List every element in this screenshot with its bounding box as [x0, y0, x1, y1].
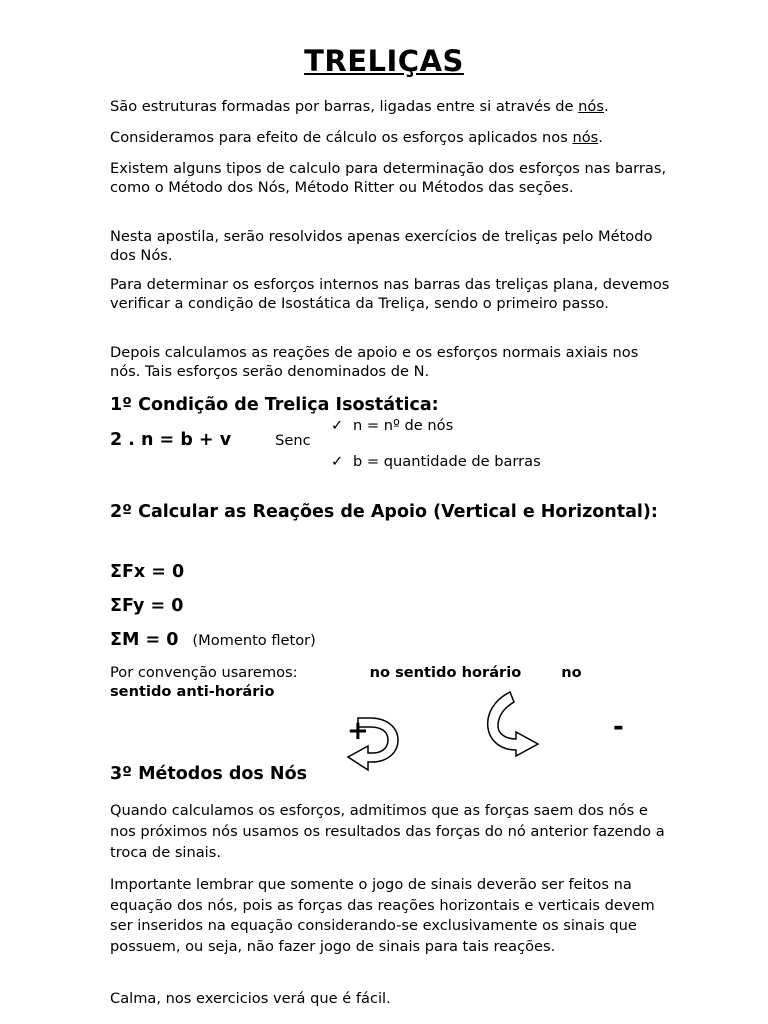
- paragraph-punctuation: .: [598, 129, 603, 146]
- paragraph-punctuation: .: [603, 98, 609, 115]
- counterclockwise-arrow-icon: [482, 690, 552, 760]
- checkmark-icon: ✓: [331, 453, 344, 470]
- paragraph-consideration: [110, 129, 670, 148]
- nos-underlined-text: nós: [572, 129, 599, 146]
- convention-no: no: [561, 664, 582, 681]
- paragraph-text: Consideramos para efeito de cálculo os esforços aplicados nos: [110, 129, 573, 146]
- section-heading-support-reactions: 2º Calcular as Reações de Apoio (Vertical e Horizontal):: [110, 502, 658, 522]
- checklist-text: n = nº de nós: [353, 417, 454, 434]
- convention-counterclockwise: sentido anti-horário: [110, 682, 275, 700]
- convention-lead: Por convenção usaremos:: [110, 664, 298, 681]
- checkmark-icon: ✓: [331, 417, 344, 434]
- isostatic-formula: [110, 430, 311, 450]
- paragraph-methods: Existem alguns tipos de calculo para determinação dos esforços nas barras, como o Método dos Nós, Método Ritter ou Métodos das seções.: [110, 160, 667, 196]
- nos-underlined-text: nós: [578, 98, 604, 115]
- paragraph-isostatic: Para determinar os esforços internos nas barras das treliças plana, devemos verificar a condição de Isostática da Treliça, sendo o primeiro passo.: [110, 276, 670, 312]
- equation-sum-fx: ΣFx = 0: [110, 562, 185, 582]
- equation-sum-fy: ΣFy = 0: [110, 596, 184, 616]
- paragraph-sign-rules: Importante lembrar que somente o jogo de sinais deverão ser feitos na equação dos nós, pois as forças das reações horizontais e verticais devem ser inseridos na equação considerando-se exclusivamente os sinais que possuem, ou seja, não fazer jogo de sinais para tais reações.: [110, 876, 655, 955]
- page-title: TRELIÇAS: [304, 44, 464, 78]
- section-heading-isostatic-condition: 1º Condição de Treliça Isostática:: [110, 395, 439, 415]
- paragraph-closing: Calma, nos exercicios verá que é fácil.: [110, 990, 391, 1007]
- checklist-text: b = quantidade de barras: [353, 453, 541, 470]
- convention-clockwise: no sentido horário: [369, 664, 522, 681]
- checklist-item-bars: [331, 453, 541, 470]
- formula-text: 2 . n = b + v: [110, 430, 232, 450]
- paragraph-reactions: Depois calculamos as reações de apoio e os esforços normais axiais nos nós. Tais esforços serão denominados de N.: [110, 344, 639, 380]
- equation-note: (Momento fletor): [192, 632, 316, 649]
- paragraph-definition: [110, 98, 670, 117]
- plus-sign: +: [347, 716, 369, 746]
- equation-text: ΣM = 0: [110, 630, 179, 650]
- checklist-item-nodes: [331, 417, 453, 434]
- equation-sum-m: [110, 630, 316, 650]
- section-heading-method-of-joints: 3º Métodos dos Nós: [110, 764, 308, 784]
- minus-sign: -: [613, 712, 624, 742]
- sign-convention-text: [110, 664, 710, 701]
- paragraph-scope: Nesta apostila, serão resolvidos apenas exercícios de treliças pelo Método dos Nós.: [110, 228, 653, 264]
- formula-note: Senc: [275, 432, 311, 449]
- paragraph-text: São estruturas formadas por barras, ligadas entre si através de: [110, 98, 579, 115]
- paragraph-joint-forces: Quando calculamos os esforços, admitimos que as forças saem dos nós e nos próximos nós usamos os resultados das forças do nó anterior fazendo a troca de sinais.: [110, 802, 665, 861]
